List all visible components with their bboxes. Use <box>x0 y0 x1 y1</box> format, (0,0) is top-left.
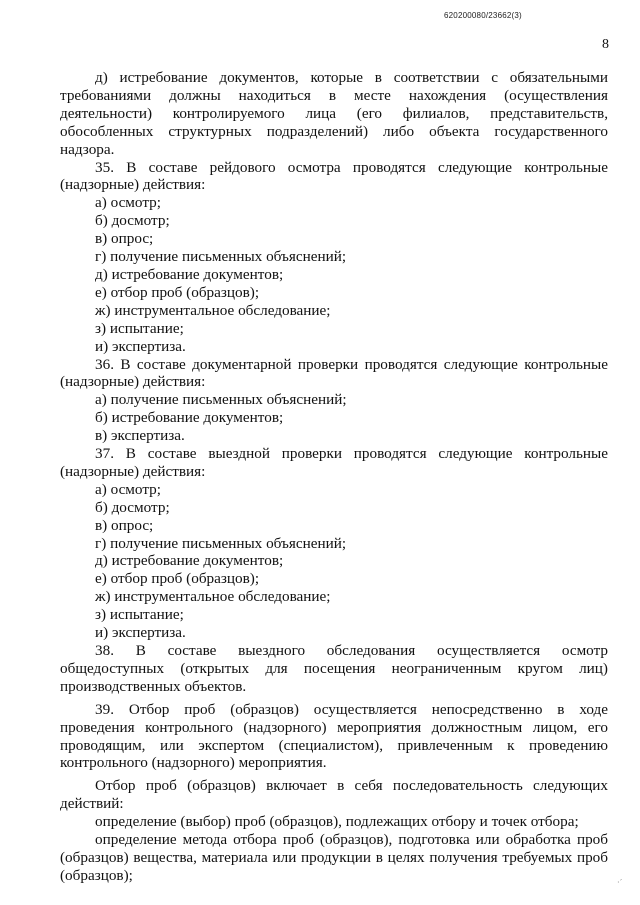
scan-artifact-mark: ·´ <box>617 878 623 887</box>
paragraph: 39. Отбор проб (образцов) осуществляется непосредственно в ходе проведения контрольного (надзорного) мероприятия должностным лицом, его проводящим, или экспертом (специалистом), привлеченным к проведению контрольного (надзорного) мероприятия. <box>60 700 608 772</box>
list-item: в) опрос; <box>95 230 154 248</box>
list-item: в) опрос; <box>95 516 154 534</box>
list-item: е) отбор проб (образцов); <box>95 570 260 588</box>
paragraph: определение метода отбора проб (образцов), подготовка или обработка проб (образцов) вещества, материала или продукции в целях получения требуемых проб (образцов); <box>60 831 608 884</box>
list-item: ж) инструментальное обследование; <box>95 301 331 319</box>
list-item: б) досмотр; <box>95 212 170 230</box>
page-number: 8 <box>602 37 609 52</box>
list-item: а) осмотр; <box>95 194 161 212</box>
list-item: и) экспертиза. <box>95 624 186 642</box>
list-item: в) экспертиза. <box>95 427 185 445</box>
list-item: з) испытание; <box>95 319 184 337</box>
paragraph: 37. В составе выездной проверки проводятся следующие контрольные (надзорные) действия: <box>60 445 608 480</box>
list-item: г) получение письменных объяснений; <box>95 534 347 552</box>
list-item: г) получение письменных объяснений; <box>95 248 347 266</box>
list-item: е) отбор проб (образцов); <box>95 283 260 301</box>
paragraph: 38. В составе выездного обследования осуществляется осмотр общедоступных (открытых для посещения неограниченным кругом лиц) производственных объектов. <box>60 642 608 695</box>
list-item: д) истребование документов; <box>95 265 284 283</box>
list-item: б) досмотр; <box>95 498 170 516</box>
document-code: 620200080/23662(3) <box>444 11 522 20</box>
paragraph: Отбор проб (образцов) включает в себя последовательность следующих действий: <box>60 777 608 813</box>
paragraph: 35. В составе рейдового осмотра проводятся следующие контрольные (надзорные) действия: <box>60 158 608 194</box>
list-item: и) экспертиза. <box>95 337 186 355</box>
list-item: ж) инструментальное обследование; <box>95 588 331 606</box>
list-item: а) осмотр; <box>95 480 161 498</box>
paragraph: 36. В составе документарной проверки проводятся следующие контрольные (надзорные) действия: <box>60 355 608 391</box>
list-item: б) истребование документов; <box>95 409 284 427</box>
paragraph: д) истребование документов, которые в соответствии с обязательными требованиями должны находиться в месте нахождения (осуществления деятельности) контролируемого лица (его филиалов, представительств, обособленных структурных подразделений) либо объекта государственного надзора. <box>60 69 608 158</box>
document-body <box>60 69 608 885</box>
paragraph: определение (выбор) проб (образцов), подлежащих отбору и точек отбора; <box>95 813 579 831</box>
list-item: д) истребование документов; <box>95 552 284 570</box>
list-item: а) получение письменных объяснений; <box>95 391 347 409</box>
list-item: з) испытание; <box>95 606 184 624</box>
